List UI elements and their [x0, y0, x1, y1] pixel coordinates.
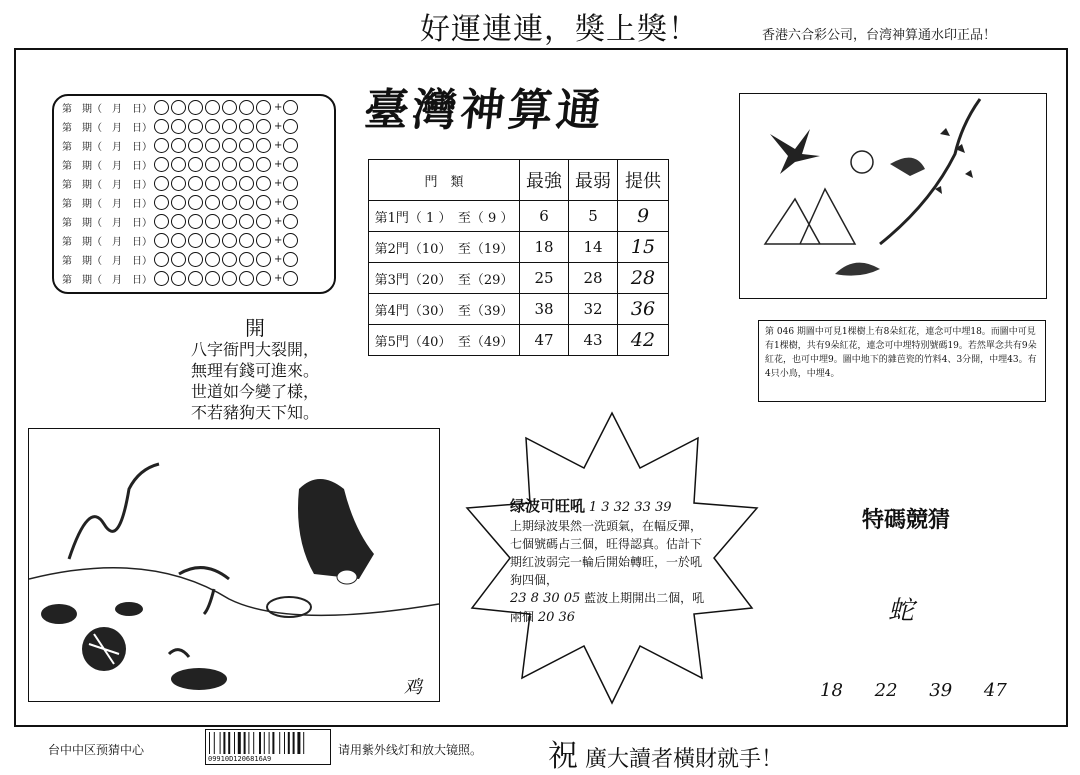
poem: [155, 318, 355, 423]
header-note: 香港六合彩公司，台湾神算通水印正品！: [762, 28, 997, 43]
number-circle: [154, 252, 169, 267]
header-category: 門 類: [369, 160, 520, 201]
number-circle: [188, 233, 203, 248]
plus-sign: +: [274, 178, 283, 189]
header-slogan: 好運連連，獎上獎！: [420, 12, 699, 47]
logo-title: 臺灣神算通: [361, 85, 608, 136]
number-circle: [171, 233, 186, 248]
record-row-label: 第 期（ 月 日）: [62, 275, 152, 286]
row-strong: 18: [520, 232, 569, 263]
record-row-label: 第 期（ 月 日）: [62, 180, 152, 191]
number-circle: [222, 157, 237, 172]
footer-right-text: 廣大讀者橫財就手！: [585, 747, 784, 772]
record-row-label: 第 期（ 月 日）: [62, 218, 152, 229]
record-row-label: 第 期（ 月 日）: [62, 123, 152, 134]
starburst-body: 上期绿波果然一洗頭氣，在幅反彈，七個號碼占三個，旺得認真。估計下期红波弱完一輪后開始轉旺，一於吼狗四個，: [510, 519, 703, 587]
number-circle: [239, 195, 254, 210]
special-number-circle: [283, 233, 298, 248]
moon-icon: [851, 151, 873, 173]
number-circle: [239, 100, 254, 115]
row-given: 15: [618, 232, 669, 263]
footer-left: 台中中区预猜中心: [48, 743, 145, 757]
number-circle: [239, 138, 254, 153]
hint-text: 第 046 期圖中可見1棵樹上有8朵紅花，連念可中埋18。而圖中可見有1棵樹，共有9朵紅花，連念可中埋特別號碼19。若然單念共有9朵紅花，也可中埋9。圖中地下的雜芭瓷的竹料4、3分開，中埋43。有4只小鳥，中埋4。: [758, 320, 1046, 402]
number-circle: [188, 119, 203, 134]
number-circle: [154, 176, 169, 191]
special-number-circle: [283, 138, 298, 153]
special-number-circle: [283, 176, 298, 191]
record-row: [62, 250, 300, 269]
number-circle: [154, 119, 169, 134]
record-row-label: 第 期（ 月 日）: [62, 199, 152, 210]
record-row-label: 第 期（ 月 日）: [62, 161, 152, 172]
poem-line: 無理有錢可進來。: [190, 361, 319, 380]
row-range: 第4門（30） 至（39）: [369, 294, 520, 325]
number-circle: [222, 195, 237, 210]
garden-illustration: [29, 429, 439, 701]
branch-icon: [880, 99, 980, 244]
number-circle: [256, 119, 271, 134]
row-strong: 25: [520, 263, 569, 294]
number-circle: [205, 214, 220, 229]
row-weak: 28: [569, 263, 618, 294]
number-circle: [205, 138, 220, 153]
special-number-circle: [283, 214, 298, 229]
zone-table: [368, 159, 669, 356]
row-weak: 14: [569, 232, 618, 263]
starburst-text: [510, 497, 710, 627]
number-circle: [222, 271, 237, 286]
number-circle: [171, 195, 186, 210]
number-circle: [256, 195, 271, 210]
record-row-label: 第 期（ 月 日）: [62, 237, 152, 248]
record-row: [62, 231, 300, 250]
special-number-circle: [283, 252, 298, 267]
number-circle: [256, 233, 271, 248]
barcode: [205, 729, 331, 765]
special-number-circle: [283, 100, 298, 115]
guess-title: 特碼競猜: [862, 508, 951, 533]
number-circle: [205, 271, 220, 286]
poem-line: 八字衙門大裂開，: [190, 340, 319, 359]
number-circle: [171, 252, 186, 267]
plus-sign: +: [274, 197, 283, 208]
plus-sign: +: [274, 159, 283, 170]
row-strong: 47: [520, 325, 569, 356]
starburst-body-2: 藍波上期開出二個，吼兩個: [510, 591, 705, 624]
plus-sign: +: [274, 140, 283, 151]
number-circle: [154, 100, 169, 115]
number-circle: [239, 252, 254, 267]
bird-right-icon: [890, 158, 925, 176]
record-row-label: 第 期（ 月 日）: [62, 256, 152, 267]
number-circle: [222, 176, 237, 191]
plus-sign: +: [274, 254, 283, 265]
number-circle: [205, 157, 220, 172]
number-circle: [256, 252, 271, 267]
record-row: [62, 193, 300, 212]
number-circle: [171, 119, 186, 134]
number-circle: [154, 138, 169, 153]
number-circle: [188, 138, 203, 153]
painting-garden: [28, 428, 440, 702]
painting-birds: [739, 93, 1047, 299]
number-circle: [171, 271, 186, 286]
row-strong: 6: [520, 201, 569, 232]
number-circle: [222, 233, 237, 248]
poem-title: 開: [245, 316, 265, 340]
number-circle: [171, 214, 186, 229]
number-circle: [188, 271, 203, 286]
guess-numbers: 18 22 39 47: [820, 680, 1007, 701]
painting-signature: 鸡: [404, 677, 422, 698]
plus-sign: +: [274, 273, 283, 284]
footer-right-big: 祝: [548, 739, 578, 774]
number-circle: [256, 176, 271, 191]
row-strong: 38: [520, 294, 569, 325]
number-circle: [256, 214, 271, 229]
table-row: [369, 263, 669, 294]
row-range: 第3門（20） 至（29）: [369, 263, 520, 294]
starburst-handwritten-nums: 23 8 30 05: [510, 591, 581, 606]
number-circle: [188, 252, 203, 267]
row-given: 28: [618, 263, 669, 294]
number-circle: [239, 233, 254, 248]
record-row: [62, 269, 300, 288]
header-strong: 最強: [520, 160, 569, 201]
bird-left-icon: [770, 129, 820, 174]
row-weak: 43: [569, 325, 618, 356]
footer-right: [548, 731, 783, 775]
row-given: 9: [618, 201, 669, 232]
number-circle: [154, 157, 169, 172]
table-row: [369, 294, 669, 325]
starburst-handwritten-nums-2: 20 36: [537, 610, 576, 625]
row-range: 第1門（ 1 ） 至（ 9 ）: [369, 201, 520, 232]
table-row: [369, 232, 669, 263]
number-circle: [205, 195, 220, 210]
number-circle: [154, 195, 169, 210]
number-circle: [188, 100, 203, 115]
number-circle: [239, 271, 254, 286]
record-grid: [52, 94, 336, 294]
number-circle: [171, 138, 186, 153]
number-circle: [205, 252, 220, 267]
plant-icon: [69, 464, 159, 559]
number-circle: [188, 176, 203, 191]
special-number-circle: [283, 195, 298, 210]
row-given: 36: [618, 294, 669, 325]
starburst-headline: 绿波可旺吼: [510, 497, 586, 515]
special-number-circle: [283, 271, 298, 286]
number-circle: [222, 100, 237, 115]
special-number-circle: [283, 157, 298, 172]
number-circle: [154, 271, 169, 286]
zone-table-header: [369, 160, 669, 201]
record-row-label: 第 期（ 月 日）: [62, 142, 152, 153]
number-circle: [222, 252, 237, 267]
rock-icon: [835, 263, 880, 276]
plus-sign: +: [274, 235, 283, 246]
number-circle: [239, 119, 254, 134]
number-circle: [188, 214, 203, 229]
row-weak: 5: [569, 201, 618, 232]
number-circle: [222, 119, 237, 134]
number-circle: [171, 157, 186, 172]
number-circle: [239, 214, 254, 229]
header-given: 提供: [618, 160, 669, 201]
record-row: [62, 136, 300, 155]
number-circle: [188, 157, 203, 172]
rock-icon: [298, 479, 374, 579]
number-circle: [256, 271, 271, 286]
number-circle: [205, 176, 220, 191]
record-row: [62, 155, 300, 174]
table-row: [369, 325, 669, 356]
number-circle: [256, 138, 271, 153]
barcode-number: 09910D1206816A9: [208, 755, 272, 763]
plus-sign: +: [274, 102, 283, 113]
special-number-circle: [283, 119, 298, 134]
number-circle: [222, 138, 237, 153]
plus-sign: +: [274, 216, 283, 227]
number-circle: [205, 233, 220, 248]
number-circle: [171, 176, 186, 191]
footer-mid: 请用紫外线灯和放大镜照。: [338, 743, 483, 757]
row-range: 第2門（10） 至（19）: [369, 232, 520, 263]
birds-illustration: [740, 94, 1046, 298]
row-range: 第5門（40） 至（49）: [369, 325, 520, 356]
row-weak: 32: [569, 294, 618, 325]
number-circle: [239, 176, 254, 191]
row-given: 42: [618, 325, 669, 356]
number-circle: [154, 233, 169, 248]
table-row: [369, 201, 669, 232]
starburst-headline-nums: 1 3 32 33 39: [588, 500, 672, 515]
number-circle: [205, 100, 220, 115]
number-circle: [205, 119, 220, 134]
poem-line: 不若豬狗天下知。: [190, 403, 319, 422]
record-row: [62, 98, 300, 117]
number-circle: [239, 157, 254, 172]
record-row-label: 第 期（ 月 日）: [62, 104, 152, 115]
number-circle: [256, 100, 271, 115]
mountain-icon: [765, 189, 855, 244]
number-circle: [188, 195, 203, 210]
poem-line: 世道如今變了樣，: [190, 382, 319, 401]
number-circle: [171, 100, 186, 115]
number-circle: [256, 157, 271, 172]
number-circle: [154, 214, 169, 229]
guess-zodiac: 蛇: [888, 596, 915, 626]
record-row: [62, 117, 300, 136]
plus-sign: +: [274, 121, 283, 132]
record-row: [62, 212, 300, 231]
number-circle: [222, 214, 237, 229]
header-weak: 最弱: [569, 160, 618, 201]
record-row: [62, 174, 300, 193]
